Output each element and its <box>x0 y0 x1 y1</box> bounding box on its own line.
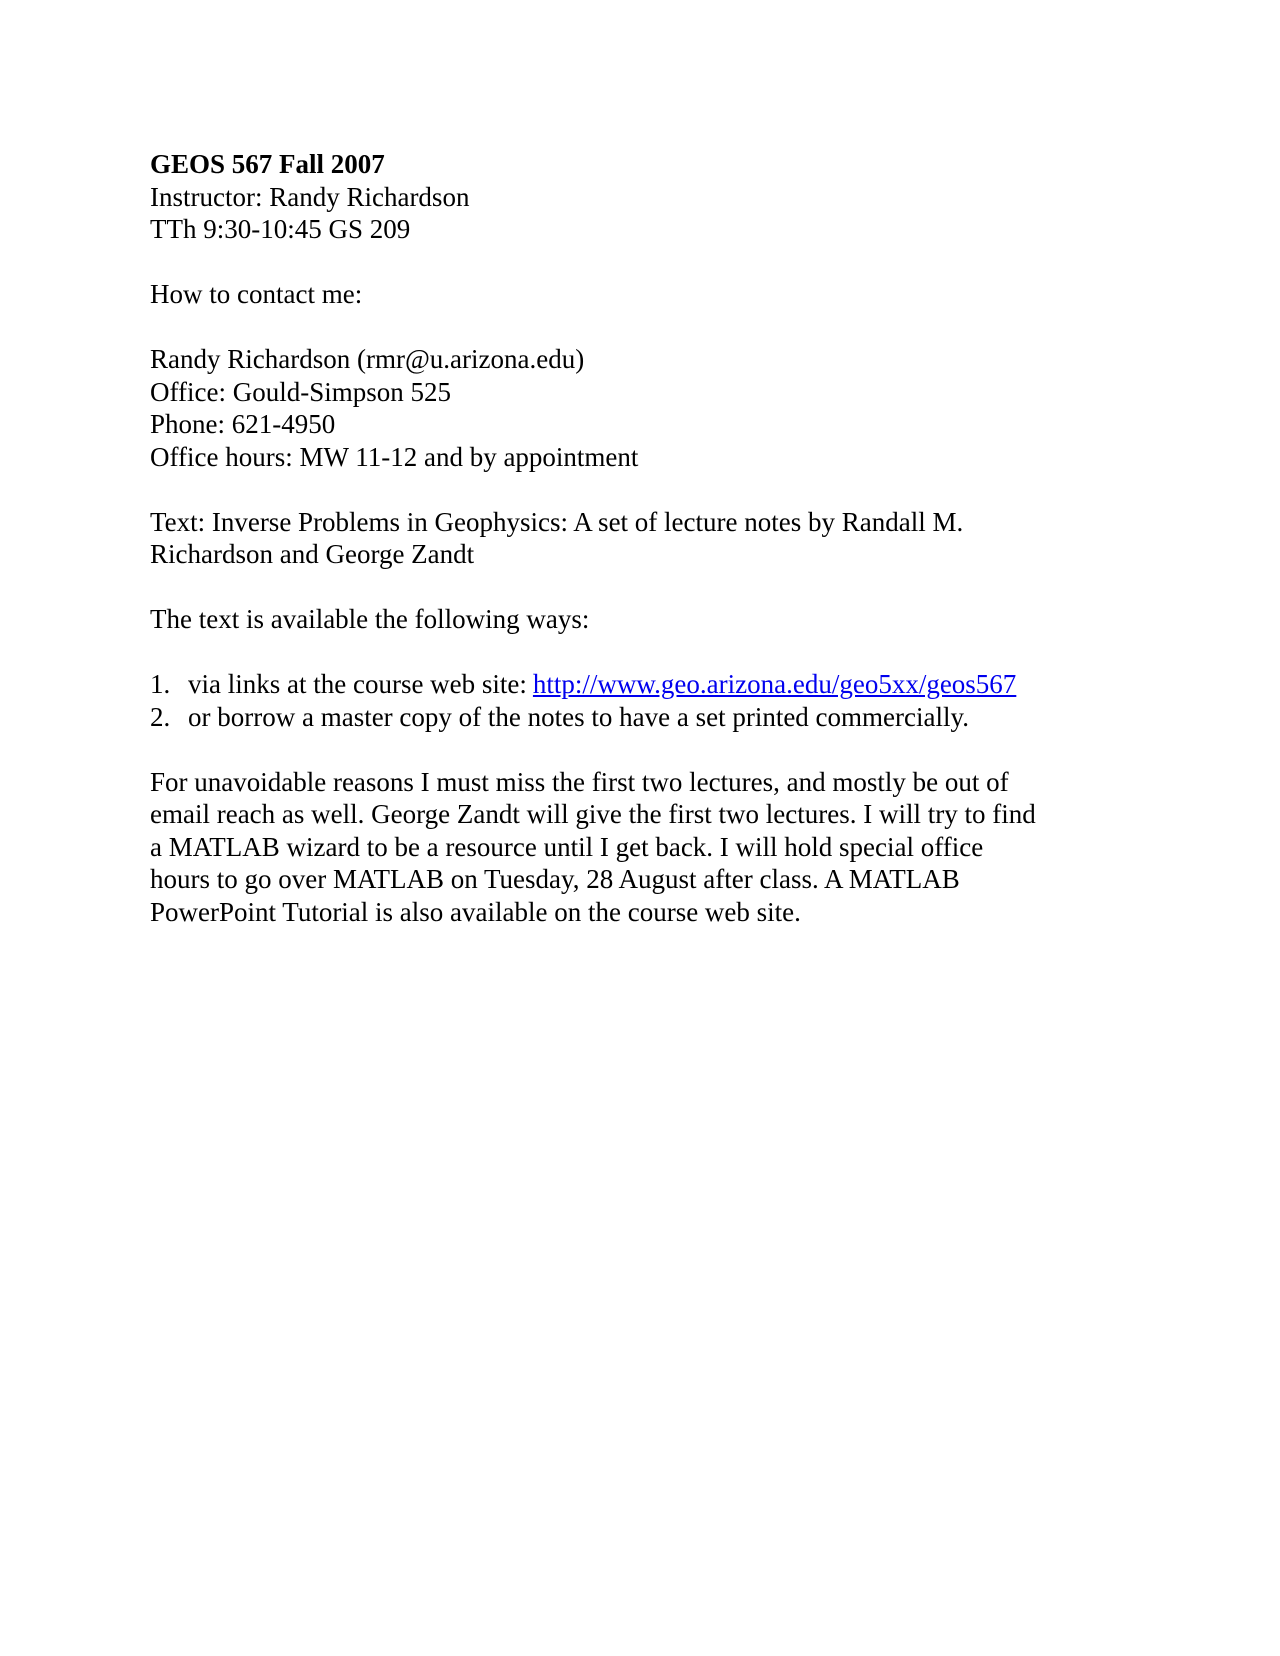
contact-office: Office: Gould-Simpson 525 <box>150 376 451 407</box>
spacer <box>150 733 1130 766</box>
spacer <box>150 571 1130 604</box>
availability-intro: The text is available the following ways: <box>150 604 590 634</box>
notice-line: hours to go over MATLAB on Tuesday, 28 August after class. A MATLAB <box>150 864 960 894</box>
notice-line: For unavoidable reasons I must miss the first two lectures, and mostly be out of <box>150 766 1009 797</box>
text-line-2: Richardson and George Zandt <box>150 539 475 569</box>
list-item-label: via links at the course web site: <box>188 669 527 699</box>
list-number: 1. <box>150 669 171 699</box>
text-line-1: Text: Inverse Problems in Geophysics: A set of lecture notes by Randall M. <box>150 506 964 537</box>
contact-office-hours: Office hours: MW 11-12 and by appointment <box>150 441 639 472</box>
list-item-label: or borrow a master copy of the notes to have a set printed commercially. <box>188 701 969 732</box>
schedule-line: TTh 9:30-10:45 GS 209 <box>150 214 411 244</box>
list-number: 2. <box>150 701 171 732</box>
notice-line: PowerPoint Tutorial is also available on the course web site. <box>150 896 801 927</box>
contact-heading: How to contact me: <box>150 279 363 309</box>
contact-name-email: Randy Richardson (rmr@u.arizona.edu) <box>150 344 585 374</box>
list-item <box>150 668 1130 701</box>
notice-line: a MATLAB wizard to be a resource until I get back. I will hold special office <box>150 831 984 862</box>
instructor-line: Instructor: Randy Richardson <box>150 181 470 212</box>
contact-phone: Phone: 621-4950 <box>150 409 336 439</box>
document-page <box>150 148 1130 928</box>
course-title: GEOS 567 Fall 2007 <box>150 149 385 179</box>
list-item <box>150 701 1130 734</box>
course-website-link[interactable]: http://www.geo.arizona.edu/geo5xx/geos567 <box>532 669 1017 699</box>
spacer <box>150 636 1130 669</box>
spacer <box>150 473 1130 506</box>
spacer <box>150 246 1130 279</box>
spacer <box>150 311 1130 344</box>
notice-line: email reach as well. George Zandt will give the first two lectures. I will try to find <box>150 799 1036 829</box>
